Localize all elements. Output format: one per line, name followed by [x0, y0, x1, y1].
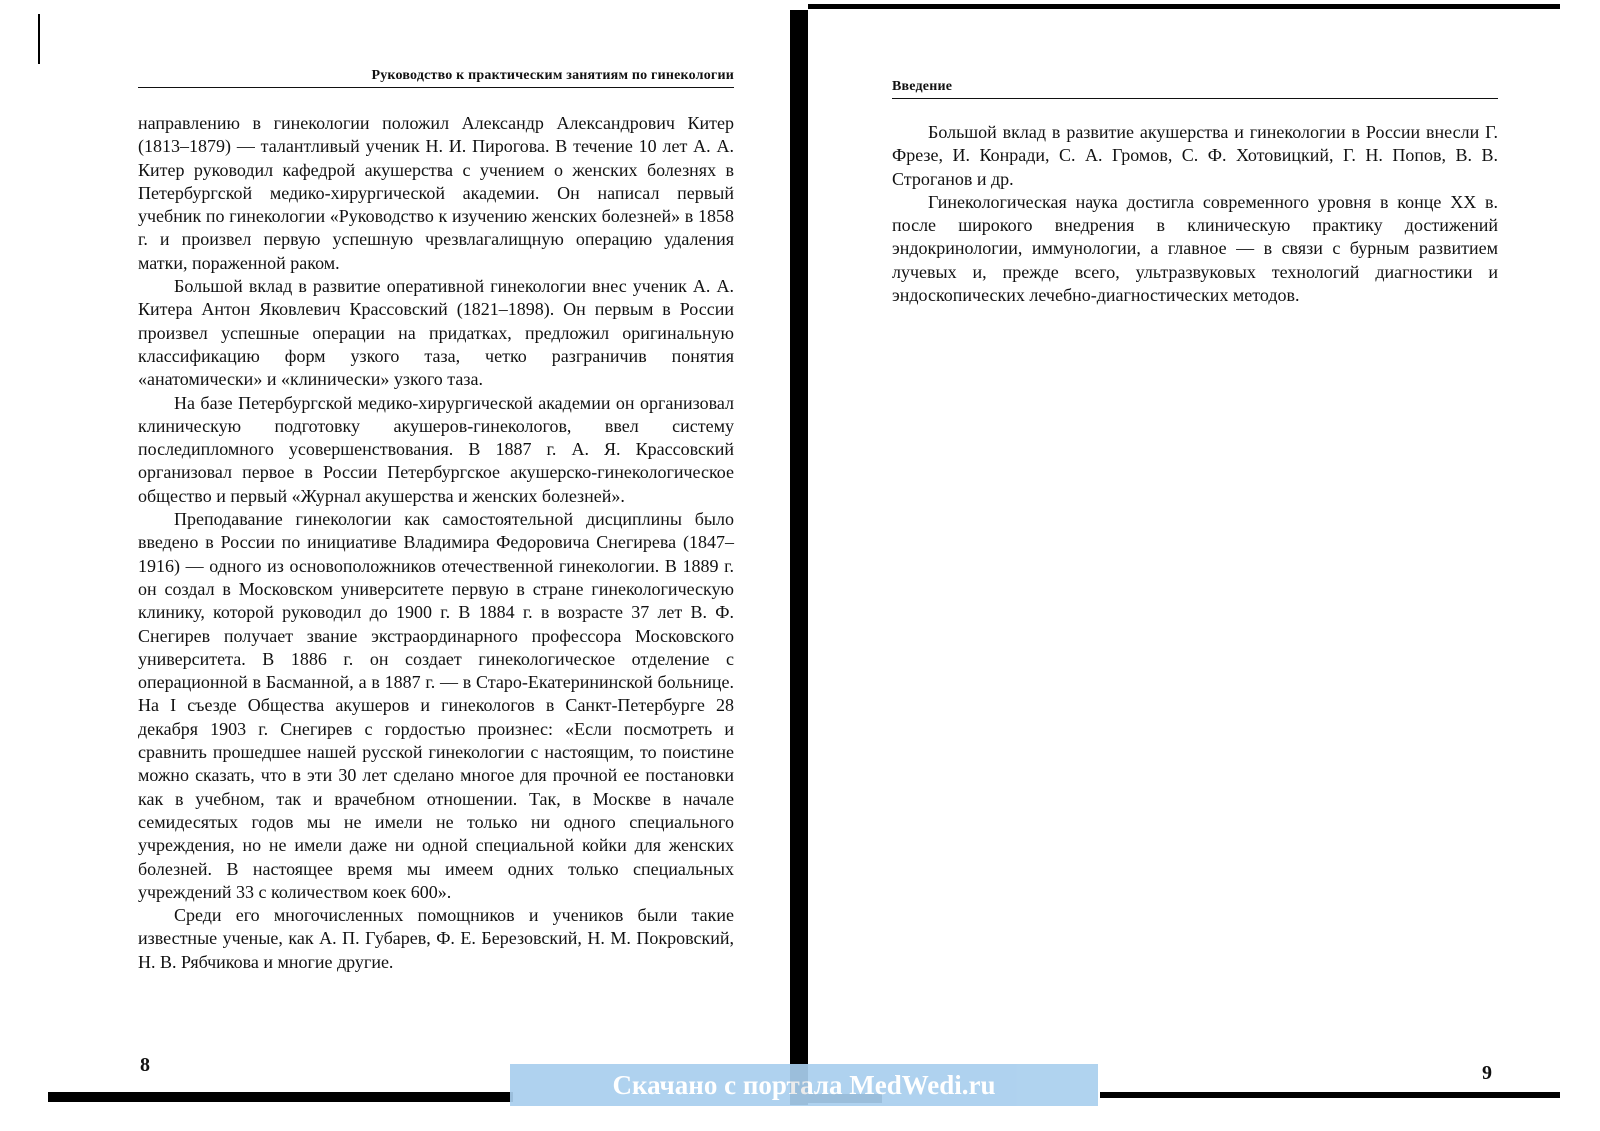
paragraph: Большой вклад в развитие оперативной гинекологии внес ученик А. А. Китера Антон Яковлевич Крассовский (1821–1898). Он первым в России произвел успешные операции на придатках, предложил оригинальную классификацию форм узкого таза, четко разграничив понятия «анатомически» и «клинически» узкого таза.: [138, 276, 734, 390]
paragraph: Преподавание гинекологии как самостоятельной дисциплины было введено в России по инициативе Владимира Федоровича Снегирева (1847–1916) — одного из основоположников отечественной гинекологии. В 1889 г. он создал в Московском университете первую в стране гинекологическую клинику, которой руководил до 1900 г. В 1884 г. в возрасте 37 лет В. Ф. Снегирев получает звание экстраординарного профессора Московского университета. В 1886 г. он создает гинекологическое отделение с операционной в Басманной, а в 1887 г. — в Старо-Екатерининской больнице. На I съезде Общества акушеров и гинекологов в Санкт-Петербурге 28 декабря 1903 г. Снегирев с гордостью произнес: «Если посмотреть и сравнить прошедшее нашей русской гинекологии с настоящим, то поистине можно сказать, что в эти 30 лет сделано многое для прочной ее постановки как в учебном, так и врачебном отношении. Так, в Москве в начале семидесятых годов мы не имели не только ни одного специального учреждения, но не имели даже ни одной специальной койки для женских болезней. В настоящее время мы имеем одних только специальных учреждений 33 с количеством коек 600».: [138, 509, 734, 902]
book-spine: [790, 10, 808, 1105]
bottom-edge-right: [1100, 1092, 1560, 1098]
paragraph: Гинекологическая наука достигла современного уровня в конце XX в. после широкого внедрения в клиническую практику достижений эндокринологии, иммунологии, а главное — в связи с бурным развитием лучевых и, прежде всего, ультразвуковых технологий диагностики и эндоскопических лечебно-диагностических методов.: [892, 191, 1498, 306]
left-body-text: [138, 112, 734, 974]
left-margin-line: [38, 14, 40, 64]
watermark-banner: Скачано с портала MedWedi.ru: [510, 1064, 1098, 1106]
paragraph: Большой вклад в развитие акушерства и гинекологии в России внесли Г. Фрезе, И. Конради, С. А. Громов, С. Ф. Хотовицкий, Г. Н. Попов, В. В. Строганов и др.: [892, 122, 1498, 189]
paragraph: На базе Петербургской медико-хирургической академии он организовал клиническую подготовку акушеров-гинекологов, ввел систему последипломного усовершенствования. В 1887 г. А. Я. Крассовский организовал первое в России Петербургское акушерско-гинекологическое общество и первый «Журнал акушерства и женских болезней».: [138, 392, 734, 506]
top-edge-right: [808, 4, 1560, 9]
left-running-head: Руководство к практическим занятиям по гинекологии: [138, 68, 734, 88]
right-running-head: Введение: [892, 79, 1498, 99]
bottom-edge-left: [48, 1092, 513, 1102]
right-body-text: [892, 121, 1498, 307]
paragraph: Среди его многочисленных помощников и учеников были такие известные ученые, как А. П. Губарев, Ф. Е. Березовский, Н. М. Покровский, Н. В. Рябчикова и многие другие.: [138, 905, 734, 972]
paragraph: направлению в гинекологии положил Александр Александрович Китер (1813–1879) — талантливый ученик Н. И. Пирогова. В течение 10 лет А. А. Китер руководил кафедрой акушерства с учением о женских болезнях в Петербургской медико-хирургической академии. Он написал первый учебник по гинекологии «Руководство к изучению женских болезней» в 1858 г. и произвел первую успешную чрезвлагалищную операцию удаления матки, пораженной раком.: [138, 113, 734, 273]
left-page-number: 8: [140, 1054, 150, 1076]
right-page-number: 9: [1482, 1062, 1492, 1084]
